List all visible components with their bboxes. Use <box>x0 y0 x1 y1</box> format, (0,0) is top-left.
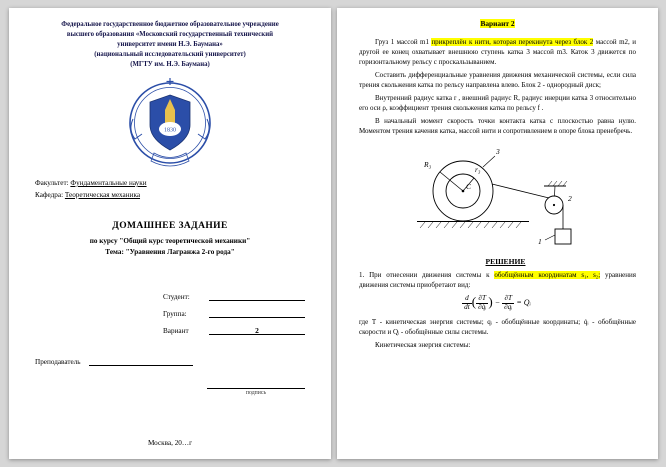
equals-Qi: = Qᵢ <box>516 297 531 307</box>
thread-horizontal <box>492 184 549 198</box>
group-label: Группа: <box>163 310 187 318</box>
problem-paragraph-2: Составить дифференциальные уравнения движения механической системы, если сила трения скольжения катка по рельсу направлена влево. Блок 2 - однородный диск; <box>359 71 636 89</box>
header-line-3: университет имени Н.Э. Баумана» <box>117 41 223 48</box>
department-row <box>35 189 305 201</box>
p1-text-post: массой m2, и другой ее конец охватывает внешнюю ступень катка 3 массой m3. Каток 3 движется по горизонтальному рельсу с проскальзыванием. <box>359 38 636 66</box>
ddt-numerator: d <box>462 295 472 304</box>
minus-sign: − <box>494 297 501 307</box>
label-2: 2 <box>568 194 572 203</box>
right-paren: ) <box>488 293 493 309</box>
problem-paragraph-4: В начальный момент скорость точки контакта катка с плоскостью равна нулю. Моментом трения качения катка, массой нити и сопротивлением в опоре блока пренебречь. <box>359 117 636 135</box>
group-blank-line <box>209 309 305 318</box>
mount-hatching <box>548 181 567 186</box>
faculty-row <box>35 177 305 189</box>
lagrange-equation <box>359 295 636 311</box>
teacher-blank-line <box>89 357 193 366</box>
group-row <box>163 309 305 318</box>
variant-label: Вариант <box>163 327 189 335</box>
p1-highlighted-text: прикреплён к нити, которая перекинута через блок 2 <box>431 38 594 46</box>
variant-line <box>209 326 305 335</box>
dT-dqdot-numerator: ∂T <box>476 295 488 304</box>
variant-heading <box>359 19 636 29</box>
university-emblem <box>127 77 213 169</box>
left-paren: ( <box>471 293 477 309</box>
header-line-5: (МГТУ им. Н.Э. Баумана) <box>130 61 210 68</box>
emblem-ribbon-right <box>198 119 209 139</box>
teacher-row <box>35 357 305 366</box>
label-1: 1 <box>538 237 542 246</box>
emblem-year-text: 1830 <box>164 127 176 134</box>
faculty-value: Фундаментальные науки <box>70 179 147 187</box>
header-line-1: Федеральное государственное бюджетное образовательное учреждение <box>61 21 279 28</box>
course-line: по курсу "Общий курс теоретической механики" <box>89 237 251 245</box>
dT-dqdot-denominator: ∂q̇ᵢ <box>478 302 487 311</box>
item1-number: 1. <box>359 271 365 279</box>
theme-line: Тема: "Уравнения Лагранжа 2-го рода" <box>105 248 235 256</box>
item1-text-post: уравнения движения системы приобретают вид: <box>359 271 636 289</box>
solution-item-1 <box>359 270 636 290</box>
ground-hatching <box>420 222 521 228</box>
header-line-2: высшего образования «Московский государственный технический <box>66 31 274 38</box>
dT-dq-numerator: ∂T <box>502 295 514 304</box>
signature-block <box>207 380 305 396</box>
problem-paragraph-3: Внутренний радиус катка r , внешний радиус R, радиус инерции катка 3 относительно его оси ρ, коэффициент трения скольжения катка по рельсу f . <box>359 94 636 112</box>
department-label: Кафедра: <box>35 191 64 199</box>
label-C: C <box>466 182 472 191</box>
department-value: Теоретическая механика <box>64 191 141 199</box>
problem-paragraph-1 <box>359 37 636 67</box>
student-fields <box>163 292 305 343</box>
dT-dq-fraction <box>502 295 514 311</box>
variant-heading-text: Вариант 2 <box>480 19 515 28</box>
emblem-banner <box>151 153 189 166</box>
mechanics-diagram <box>411 139 601 255</box>
label-R3: R₃ <box>424 160 432 169</box>
pulley-center-point <box>553 204 555 206</box>
ddt-fraction <box>462 295 472 311</box>
emblem-ribbon-left <box>131 119 142 139</box>
teacher-label: Преподаватель <box>35 358 81 366</box>
weight-box <box>555 229 571 244</box>
definitions-paragraph: где Т - кинетическая энергия системы; qᵢ - обобщённые координаты; q̇ᵢ - обобщённые скорости и Qᵢ - обобщённые силы системы. <box>359 318 636 337</box>
emblem-cross <box>167 78 174 85</box>
header-line-4: (национальный исследовательский университет) <box>94 51 246 58</box>
city-year-footer: Москва, 20…г <box>147 439 193 447</box>
variant-row <box>163 326 305 335</box>
dT-dq-denominator: ∂qᵢ <box>504 302 513 311</box>
label-1-leader <box>545 235 555 240</box>
solution-heading: РЕШЕНИЕ <box>485 257 526 266</box>
label-3: 3 <box>496 147 500 156</box>
label-r3: r₃ <box>475 165 481 174</box>
ddt-denominator: dt <box>464 302 470 311</box>
task-page <box>337 8 658 459</box>
student-label: Студент: <box>163 293 190 301</box>
assignment-title: ДОМАШНЕЕ ЗАДАНИЕ <box>112 221 228 231</box>
teacher-block <box>35 357 305 396</box>
title-page <box>9 8 331 459</box>
label-3-leader <box>483 156 495 167</box>
faculty-label: Факультет: <box>35 179 69 187</box>
item1-text-pre: При отнесении движения системы к <box>364 271 495 279</box>
item1-highlighted-text: обобщённым координатам s₁, s₂; <box>494 271 601 279</box>
assignment-title-block <box>35 221 305 258</box>
student-blank-line <box>209 292 305 301</box>
signature-blank-line <box>207 380 305 389</box>
university-header <box>35 20 305 70</box>
kinetic-energy-line: Кинетическая энергия системы: <box>375 341 471 350</box>
dT-dqdot-fraction <box>476 295 488 311</box>
variant-value: 2 <box>255 326 259 335</box>
p1-text-pre: Груз 1 массой m1 <box>375 38 432 46</box>
signature-caption: подпись <box>245 390 267 396</box>
student-row <box>163 292 305 301</box>
